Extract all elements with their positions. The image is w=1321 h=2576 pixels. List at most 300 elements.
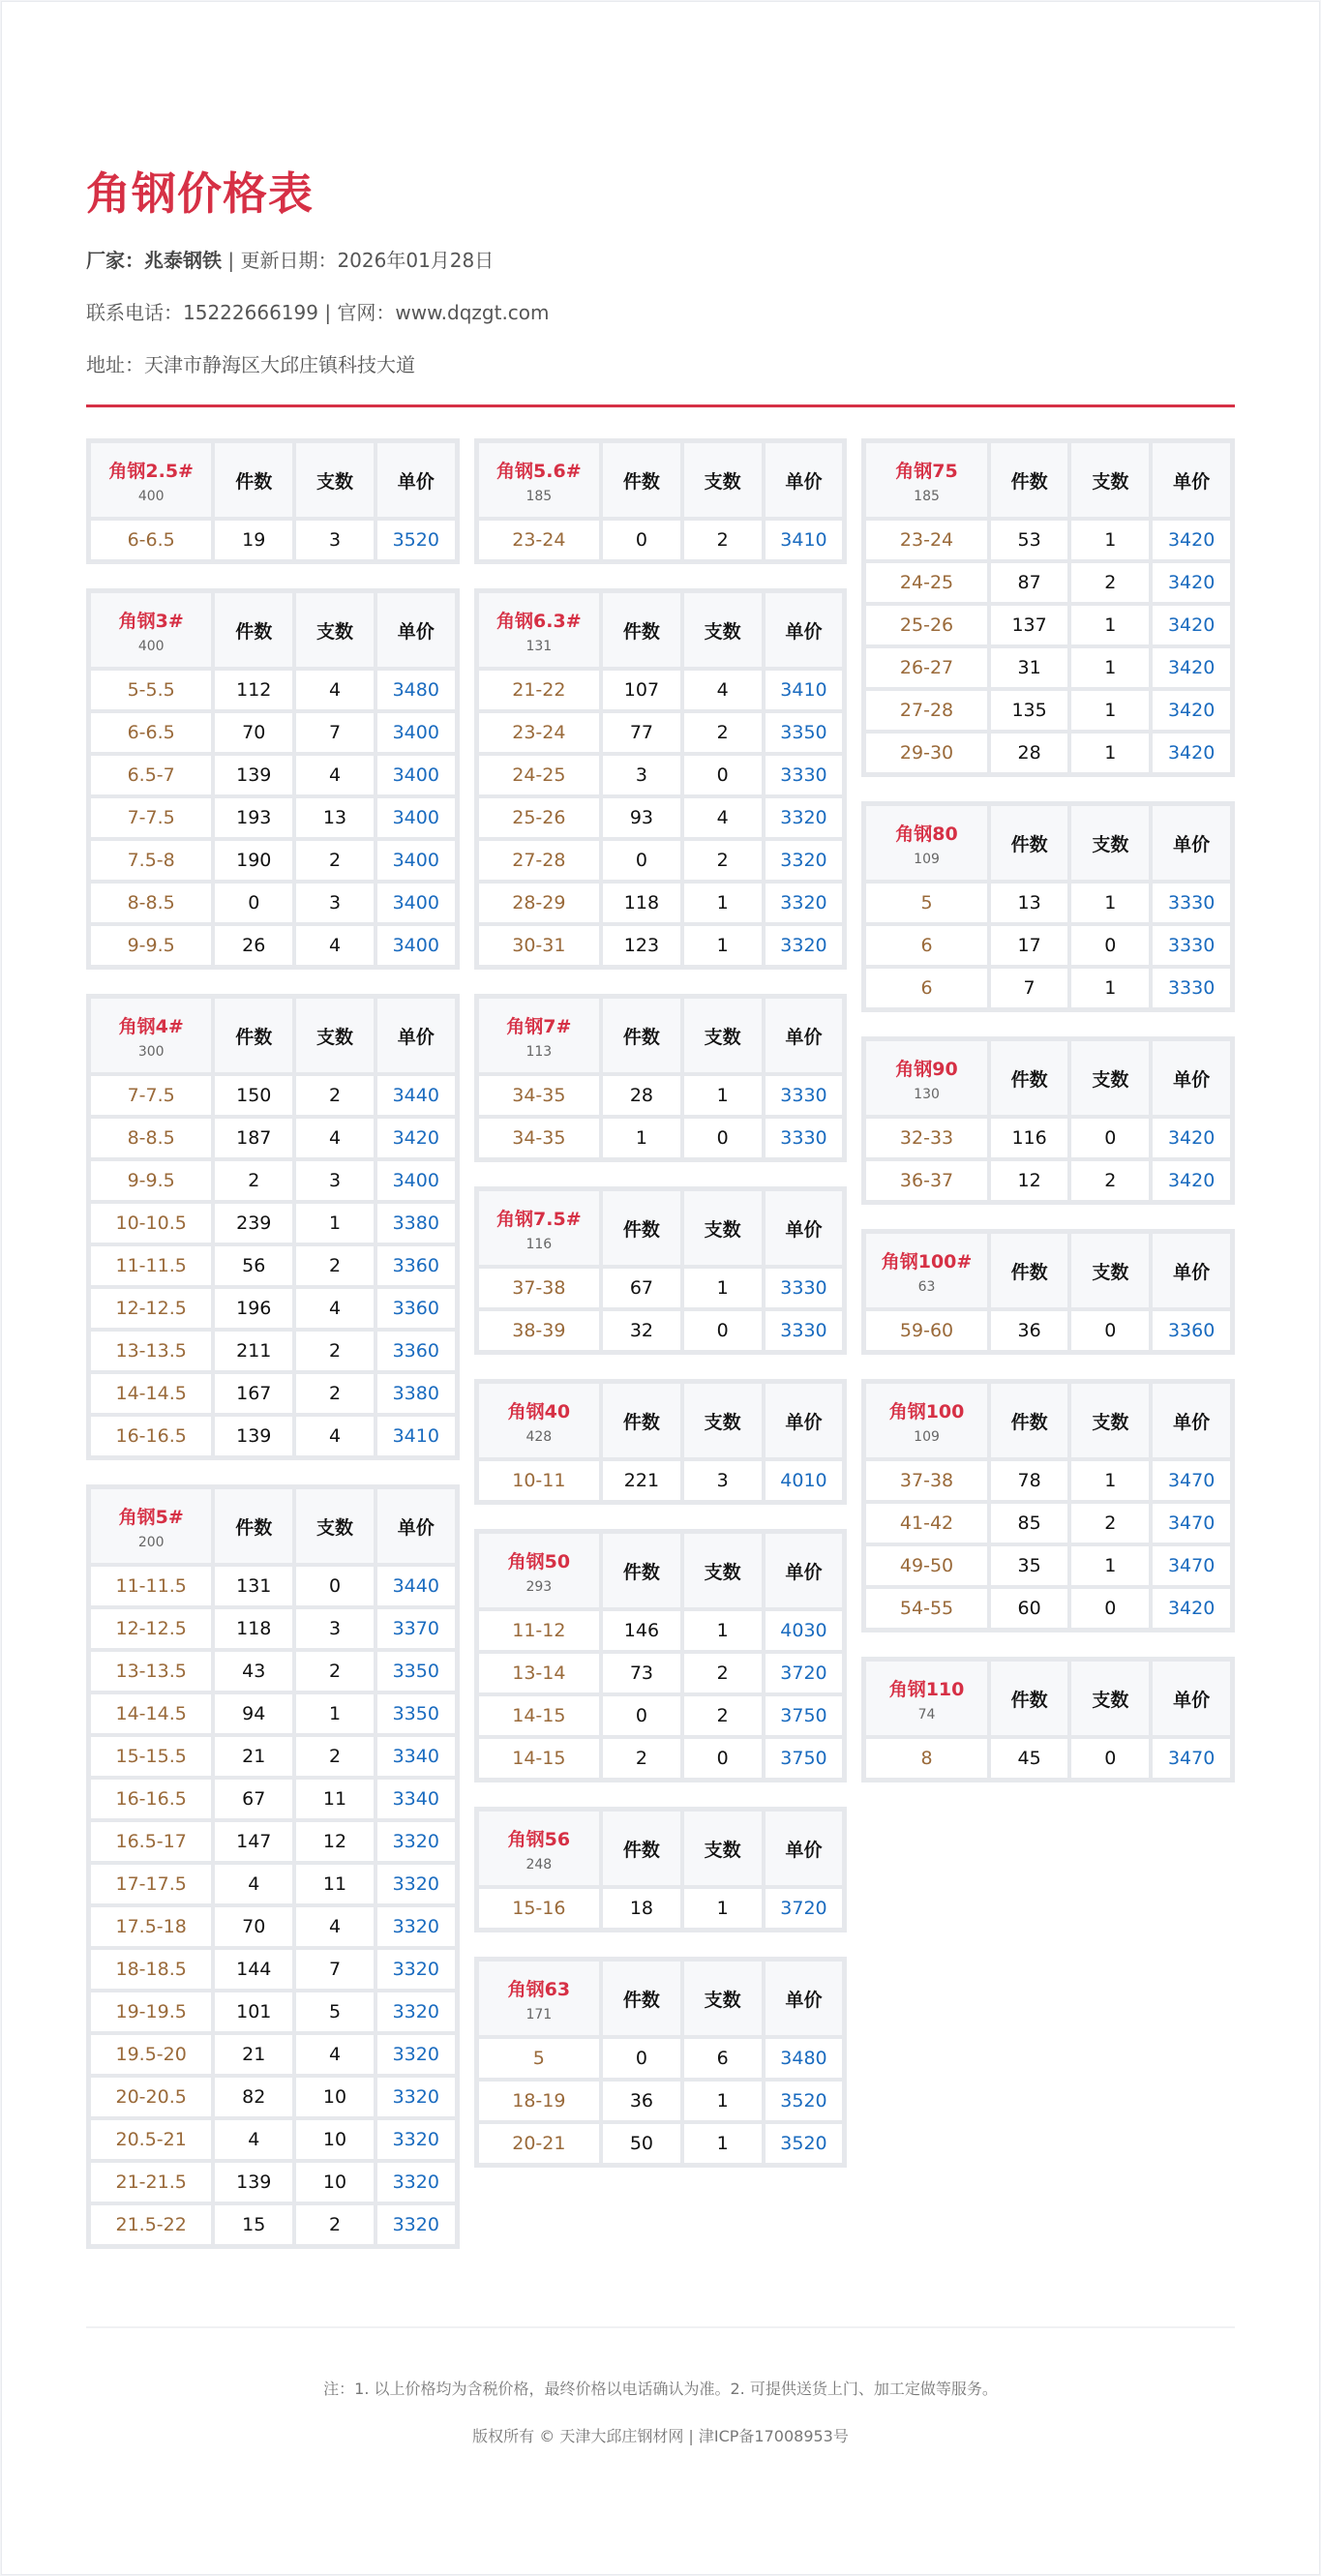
pieces-cell: 146: [602, 1610, 681, 1651]
spec-count: 130: [914, 1086, 940, 1102]
size-cell: 36-37: [865, 1160, 987, 1201]
header-sticks: 支数: [1070, 1383, 1150, 1458]
spec-name: 角钢7#: [506, 1015, 572, 1037]
table-row: [90, 1245, 456, 1286]
pieces-cell: 150: [214, 1075, 293, 1116]
size-cell: 6-6.5: [90, 520, 212, 560]
header-sticks: 支数: [683, 442, 763, 518]
header-pieces: 件数: [602, 592, 681, 668]
size-cell: 14-15: [478, 1695, 600, 1736]
size-cell: 15-15.5: [90, 1736, 212, 1777]
table-row: [478, 755, 844, 795]
spec-header: [478, 442, 600, 518]
size-cell: 20-20.5: [90, 2077, 212, 2117]
size-cell: 38-39: [478, 1310, 600, 1351]
pieces-cell: 118: [214, 1608, 293, 1649]
spec-count: 185: [525, 488, 553, 504]
price-cell: 3720: [765, 1653, 844, 1693]
spec-count: 63: [917, 1278, 936, 1295]
price-cell: 3420: [1152, 1160, 1231, 1201]
sticks-cell: 1: [1070, 1460, 1150, 1501]
pieces-cell: 12: [990, 1160, 1069, 1201]
table-row: [478, 1268, 844, 1308]
sticks-cell: 1: [1070, 647, 1150, 688]
pieces-cell: 0: [602, 840, 681, 881]
price-cell: 3720: [765, 1888, 844, 1929]
table-row: [90, 1736, 456, 1777]
table-row: [90, 1651, 456, 1692]
header-price: 单价: [765, 1811, 844, 1886]
size-cell: 26-27: [865, 647, 987, 688]
pieces-cell: 82: [214, 2077, 293, 2117]
price-cell: 3320: [765, 925, 844, 966]
spec-header: [865, 1661, 987, 1736]
pieces-cell: 73: [602, 1653, 681, 1693]
spec-name: 角钢2.5#: [108, 460, 194, 482]
price-cell: 3320: [376, 2119, 456, 2160]
page-container: [1, 1, 1320, 2575]
price-table: [474, 438, 848, 564]
sticks-cell: 1: [295, 1693, 375, 1734]
pieces-cell: 196: [214, 1288, 293, 1329]
pieces-cell: 190: [214, 840, 293, 881]
footer-note: 注：1. 以上价格均为含税价格，最终价格以电话确认为准。2. 可提供送货上门、加工定做等服务。: [323, 2380, 998, 2398]
table-row: [478, 883, 844, 923]
table-row: [90, 1608, 456, 1649]
spec-name: 角钢50: [507, 1550, 571, 1573]
sticks-cell: 1: [683, 2123, 763, 2164]
table-row: [90, 1416, 456, 1456]
price-cell: 3400: [376, 840, 456, 881]
header-sticks: 支数: [683, 1533, 763, 1608]
sticks-cell: 10: [295, 2077, 375, 2117]
pieces-cell: 17: [990, 925, 1069, 966]
size-cell: 24-25: [478, 755, 600, 795]
table-row: [478, 797, 844, 838]
size-cell: 32-33: [865, 1118, 987, 1158]
footer-divider: [86, 2326, 1235, 2328]
table-row: [90, 670, 456, 710]
pieces-cell: 2: [602, 1738, 681, 1779]
sticks-cell: 2: [683, 520, 763, 560]
size-cell: 12-12.5: [90, 1288, 212, 1329]
size-cell: 17.5-18: [90, 1906, 212, 1947]
sticks-cell: 2: [295, 840, 375, 881]
price-cell: 3320: [376, 1992, 456, 2032]
header-price: 单价: [376, 442, 456, 518]
sticks-cell: 11: [295, 1779, 375, 1819]
price-cell: 3330: [765, 1310, 844, 1351]
manufacturer-line: [86, 248, 1235, 273]
sticks-cell: 0: [683, 1738, 763, 1779]
sticks-cell: 1: [1070, 968, 1150, 1008]
sticks-cell: 4: [683, 797, 763, 838]
update-date: | 更新日期：2026年01月28日: [222, 249, 495, 272]
size-cell: 16.5-17: [90, 1821, 212, 1862]
table-row: [478, 1460, 844, 1501]
table-row: [865, 883, 1231, 923]
sticks-cell: 1: [295, 1203, 375, 1243]
spec-count: 113: [525, 1043, 553, 1060]
spec-header: [90, 592, 212, 668]
sticks-cell: 1: [683, 1610, 763, 1651]
table-row: [90, 1864, 456, 1904]
sticks-cell: 1: [1070, 733, 1150, 773]
sticks-cell: 1: [683, 1075, 763, 1116]
pieces-cell: 211: [214, 1331, 293, 1371]
header-sticks: 支数: [1070, 805, 1150, 881]
table-row: [865, 1588, 1231, 1629]
table-row: [478, 1118, 844, 1158]
price-cell: 3400: [376, 797, 456, 838]
header-pieces: 件数: [990, 805, 1069, 881]
header-price: 单价: [1152, 1233, 1231, 1308]
size-cell: 37-38: [478, 1268, 600, 1308]
sticks-cell: 2: [295, 1651, 375, 1692]
price-cell: 3330: [765, 1118, 844, 1158]
price-table: [474, 1807, 848, 1932]
spec-count: 185: [914, 488, 940, 504]
size-cell: 16-16.5: [90, 1416, 212, 1456]
table-row: [478, 670, 844, 710]
price-cell: 3350: [765, 712, 844, 753]
size-cell: 9-9.5: [90, 925, 212, 966]
table-row: [865, 1310, 1231, 1351]
price-cell: 3440: [376, 1075, 456, 1116]
spec-name: 角钢56: [507, 1828, 571, 1850]
size-cell: 25-26: [865, 605, 987, 645]
spec-count: 400: [137, 638, 165, 654]
pieces-cell: 15: [214, 2204, 293, 2245]
price-cell: 3420: [1152, 690, 1231, 731]
pieces-cell: 28: [602, 1075, 681, 1116]
sticks-cell: 4: [295, 925, 375, 966]
table-row: [478, 1075, 844, 1116]
sticks-cell: 7: [295, 1949, 375, 1990]
header-pieces: 件数: [602, 998, 681, 1073]
size-cell: 23-24: [865, 520, 987, 560]
pieces-cell: 85: [990, 1503, 1069, 1543]
price-table: [861, 438, 1235, 777]
size-cell: 5-5.5: [90, 670, 212, 710]
spec-count: 74: [917, 1706, 936, 1722]
size-cell: 30-31: [478, 925, 600, 966]
spec-count: 300: [137, 1043, 165, 1060]
size-cell: 49-50: [865, 1545, 987, 1586]
sticks-cell: 2: [1070, 562, 1150, 603]
size-cell: 13-13.5: [90, 1331, 212, 1371]
pieces-cell: 21: [214, 1736, 293, 1777]
price-cell: 3750: [765, 1695, 844, 1736]
pieces-cell: 167: [214, 1373, 293, 1414]
price-cell: 3320: [765, 797, 844, 838]
header-sticks: 支数: [295, 998, 375, 1073]
pieces-cell: 32: [602, 1310, 681, 1351]
header-price: 单价: [1152, 805, 1231, 881]
table-header-row: [478, 998, 844, 1073]
pieces-cell: 13: [990, 883, 1069, 923]
spec-header: [478, 1533, 600, 1608]
table-row: [90, 1821, 456, 1862]
table-row: [90, 2204, 456, 2245]
size-cell: 11-12: [478, 1610, 600, 1651]
spec-header: [865, 1040, 987, 1116]
header-price: 单价: [376, 998, 456, 1073]
header-price: 单价: [1152, 1040, 1231, 1116]
pieces-cell: 193: [214, 797, 293, 838]
table-row: [865, 1160, 1231, 1201]
header-price: 单价: [765, 442, 844, 518]
sticks-cell: 10: [295, 2119, 375, 2160]
spec-count: 293: [525, 1578, 553, 1595]
spec-header: [865, 1383, 987, 1458]
size-cell: 8: [865, 1738, 987, 1779]
pieces-cell: 139: [214, 1416, 293, 1456]
price-table: [86, 994, 460, 1460]
table-header-row: [90, 998, 456, 1073]
table-row: [865, 1738, 1231, 1779]
header-price: 单价: [765, 1533, 844, 1608]
price-cell: 3320: [376, 1821, 456, 1862]
pieces-cell: 147: [214, 1821, 293, 1862]
header-price: 单价: [765, 998, 844, 1073]
sticks-cell: 1: [683, 883, 763, 923]
spec-name: 角钢75: [895, 460, 958, 482]
price-table: [861, 1036, 1235, 1205]
price-cell: 3320: [765, 840, 844, 881]
table-row: [90, 925, 456, 966]
sticks-cell: 2: [295, 1736, 375, 1777]
header-divider: [86, 404, 1235, 407]
table-row: [90, 2119, 456, 2160]
pieces-cell: 21: [214, 2034, 293, 2075]
size-cell: 29-30: [865, 733, 987, 773]
size-cell: 6.5-7: [90, 755, 212, 795]
pieces-cell: 221: [602, 1460, 681, 1501]
pieces-cell: 35: [990, 1545, 1069, 1586]
spec-count: 428: [525, 1428, 553, 1445]
size-cell: 5: [865, 883, 987, 923]
pieces-cell: 2: [214, 1160, 293, 1201]
table-row: [478, 2038, 844, 2079]
price-cell: 3520: [765, 2081, 844, 2121]
price-cell: 3470: [1152, 1503, 1231, 1543]
spec-count: 248: [525, 1856, 553, 1872]
header-sticks: 支数: [295, 442, 375, 518]
table-row: [90, 1331, 456, 1371]
sticks-cell: 3: [295, 1160, 375, 1201]
size-cell: 11-11.5: [90, 1566, 212, 1606]
sticks-cell: 0: [683, 755, 763, 795]
address-line: 地址：天津市静海区大邱庄镇科技大道: [86, 353, 415, 376]
footer-copyright: 版权所有 © 天津大邱庄钢材网 | 津ICP备17008953号: [472, 2427, 849, 2445]
size-cell: 7-7.5: [90, 1075, 212, 1116]
sticks-cell: 5: [295, 1992, 375, 2032]
table-row: [478, 1695, 844, 1736]
table-row: [865, 925, 1231, 966]
price-cell: 3320: [376, 1864, 456, 1904]
spec-count: 200: [137, 1534, 165, 1550]
sticks-cell: 3: [295, 520, 375, 560]
table-row: [90, 1160, 456, 1201]
sticks-cell: 0: [1070, 1588, 1150, 1629]
table-row: [865, 520, 1231, 560]
size-cell: 20-21: [478, 2123, 600, 2164]
sticks-cell: 2: [683, 712, 763, 753]
size-cell: 34-35: [478, 1075, 600, 1116]
spec-count: 109: [914, 851, 940, 867]
price-cell: 3400: [376, 755, 456, 795]
price-cell: 3420: [376, 1118, 456, 1158]
sticks-cell: 0: [1070, 925, 1150, 966]
table-header-row: [865, 805, 1231, 881]
price-table: [474, 1957, 848, 2168]
sticks-cell: 1: [683, 1268, 763, 1308]
table-row: [90, 1992, 456, 2032]
sticks-cell: 2: [683, 1653, 763, 1693]
header-price: 单价: [765, 592, 844, 668]
price-cell: 3480: [765, 2038, 844, 2079]
size-cell: 6-6.5: [90, 712, 212, 753]
header-sticks: 支数: [683, 998, 763, 1073]
header-price: 单价: [1152, 1661, 1231, 1736]
size-cell: 21-22: [478, 670, 600, 710]
size-cell: 11-11.5: [90, 1245, 212, 1286]
sticks-cell: 0: [1070, 1738, 1150, 1779]
spec-header: [90, 998, 212, 1073]
pieces-cell: 123: [602, 925, 681, 966]
sticks-cell: 2: [295, 1331, 375, 1371]
pieces-cell: 0: [214, 883, 293, 923]
price-cell: 3360: [376, 1288, 456, 1329]
table-row: [865, 690, 1231, 731]
pieces-cell: 3: [602, 755, 681, 795]
header-pieces: 件数: [602, 1190, 681, 1266]
price-cell: 3320: [376, 1949, 456, 1990]
size-cell: 10-10.5: [90, 1203, 212, 1243]
size-cell: 21.5-22: [90, 2204, 212, 2245]
price-table: [86, 1484, 460, 2249]
price-cell: 3410: [765, 520, 844, 560]
header-pieces: 件数: [214, 1488, 293, 1564]
header-price: 单价: [765, 1190, 844, 1266]
sticks-cell: 1: [1070, 690, 1150, 731]
spec-name: 角钢6.3#: [496, 610, 582, 632]
table-row: [90, 1566, 456, 1606]
price-cell: 3420: [1152, 520, 1231, 560]
pieces-cell: 77: [602, 712, 681, 753]
pieces-cell: 36: [602, 2081, 681, 2121]
table-row: [90, 1373, 456, 1414]
manufacturer-name: 兆泰钢铁: [144, 249, 222, 272]
pieces-cell: 1: [602, 1118, 681, 1158]
spec-count: 116: [525, 1236, 553, 1252]
price-table: [861, 1229, 1235, 1355]
pieces-cell: 19: [214, 520, 293, 560]
size-cell: 8-8.5: [90, 1118, 212, 1158]
size-cell: 14-15: [478, 1738, 600, 1779]
table-row: [865, 733, 1231, 773]
table-row: [90, 1118, 456, 1158]
price-cell: 3380: [376, 1373, 456, 1414]
table-row: [478, 1310, 844, 1351]
price-cell: 3400: [376, 883, 456, 923]
price-cell: 3470: [1152, 1460, 1231, 1501]
pieces-cell: 43: [214, 1651, 293, 1692]
sticks-cell: 2: [295, 1245, 375, 1286]
table-row: [478, 520, 844, 560]
table-row: [90, 712, 456, 753]
page-title: 角钢价格表: [86, 167, 314, 220]
header-price: 单价: [765, 1961, 844, 2036]
pieces-cell: 70: [214, 712, 293, 753]
price-cell: 3420: [1152, 1588, 1231, 1629]
table-row: [865, 605, 1231, 645]
table-column: [86, 438, 460, 2249]
price-cell: 3420: [1152, 647, 1231, 688]
pieces-cell: 28: [990, 733, 1069, 773]
size-cell: 21-21.5: [90, 2162, 212, 2202]
table-row: [865, 968, 1231, 1008]
spec-name: 角钢63: [507, 1978, 571, 2000]
price-cell: 3340: [376, 1779, 456, 1819]
header-pieces: 件数: [214, 998, 293, 1073]
size-cell: 28-29: [478, 883, 600, 923]
sticks-cell: 2: [1070, 1160, 1150, 1201]
header-pieces: 件数: [602, 1811, 681, 1886]
pieces-cell: 0: [602, 1695, 681, 1736]
spec-header: [478, 1383, 600, 1458]
pieces-cell: 139: [214, 2162, 293, 2202]
spec-header: [478, 1961, 600, 2036]
size-cell: 27-28: [865, 690, 987, 731]
table-header-row: [865, 442, 1231, 518]
size-cell: 37-38: [865, 1460, 987, 1501]
table-header-row: [478, 592, 844, 668]
size-cell: 15-16: [478, 1888, 600, 1929]
spec-name: 角钢4#: [118, 1015, 184, 1037]
price-cell: 3340: [376, 1736, 456, 1777]
table-row: [90, 1906, 456, 1947]
table-row: [478, 1888, 844, 1929]
price-cell: 3410: [376, 1416, 456, 1456]
price-cell: 3360: [376, 1245, 456, 1286]
price-cell: 3750: [765, 1738, 844, 1779]
size-cell: 59-60: [865, 1310, 987, 1351]
spec-name: 角钢7.5#: [496, 1208, 582, 1230]
pieces-cell: 7: [990, 968, 1069, 1008]
header-price: 单价: [376, 1488, 456, 1564]
sticks-cell: 3: [295, 883, 375, 923]
price-table: [861, 1657, 1235, 1782]
pieces-cell: 135: [990, 690, 1069, 731]
sticks-cell: 4: [295, 2034, 375, 2075]
header-pieces: 件数: [602, 442, 681, 518]
table-row: [865, 1118, 1231, 1158]
spec-count: 400: [137, 488, 165, 504]
pieces-cell: 67: [214, 1779, 293, 1819]
table-row: [90, 2077, 456, 2117]
header-sticks: 支数: [683, 1190, 763, 1266]
spec-header: [865, 1233, 987, 1308]
pieces-cell: 93: [602, 797, 681, 838]
sticks-cell: 1: [1070, 520, 1150, 560]
header-pieces: 件数: [990, 1040, 1069, 1116]
header-price: 单价: [1152, 1383, 1231, 1458]
table-header-row: [478, 442, 844, 518]
spec-header: [865, 442, 987, 518]
table-row: [90, 755, 456, 795]
